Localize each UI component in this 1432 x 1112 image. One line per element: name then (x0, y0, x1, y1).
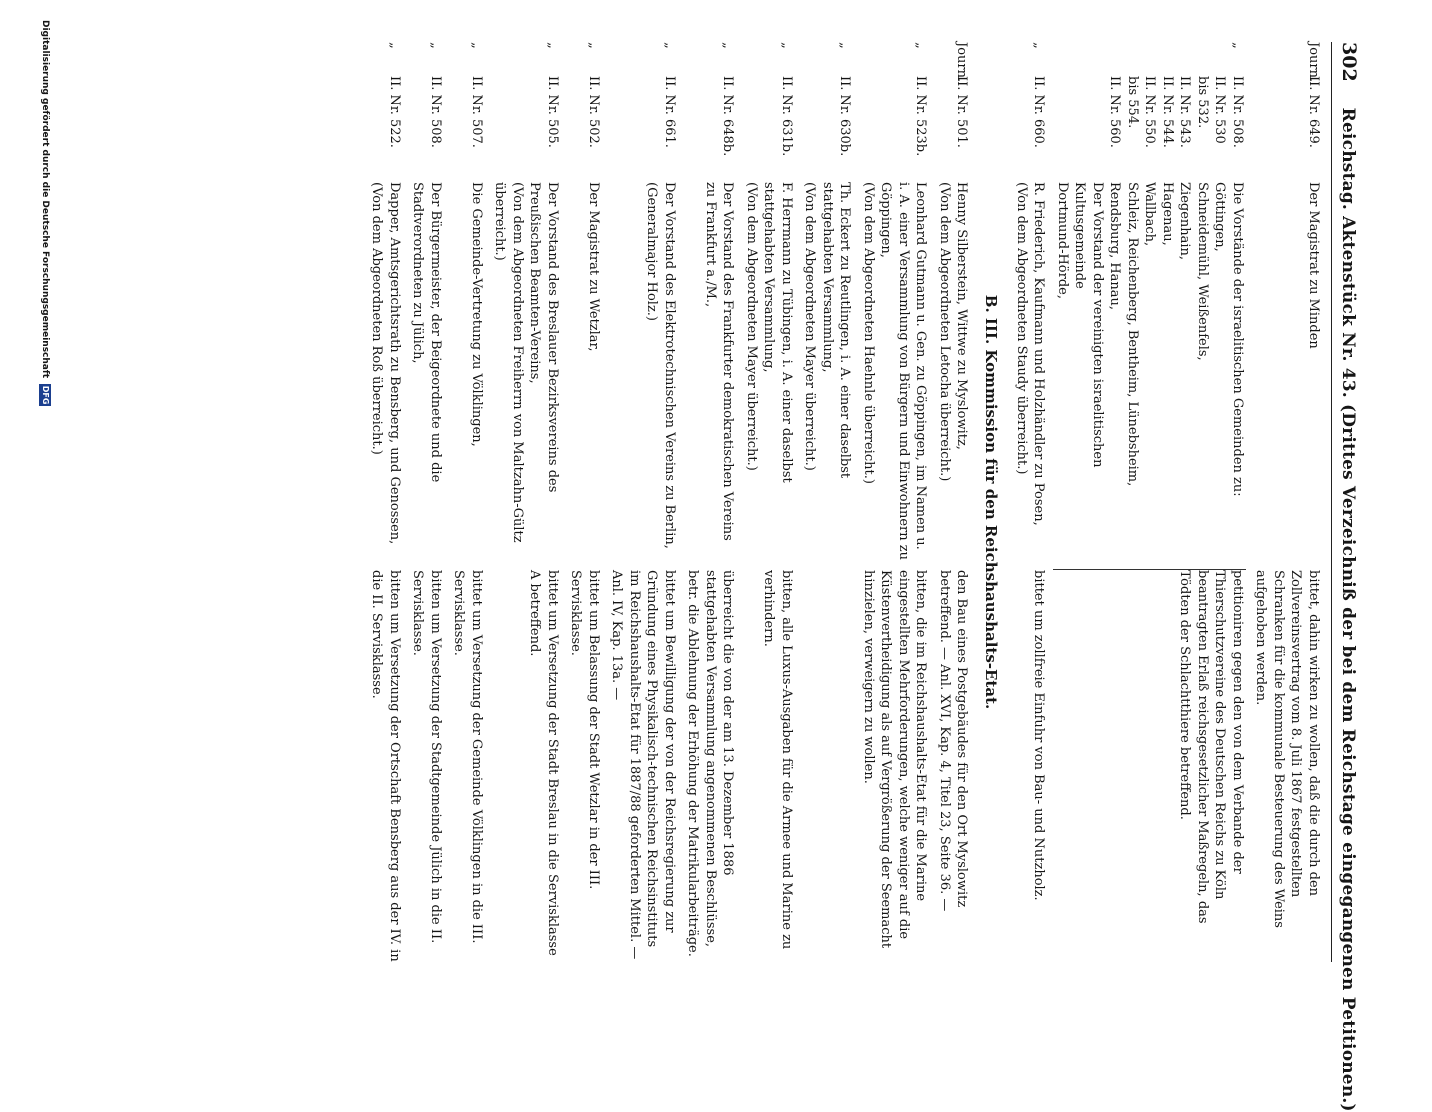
section-heading: B. III. Kommission für den Reichshaushalts-Etat. (982, 294, 1001, 710)
journal-mark: Journ. (1306, 42, 1321, 83)
journal-mark: Journ. (954, 42, 970, 83)
petition-number: II. Nr. 508. II. Nr. 530 bis 532. II. Nr. 543. II. Nr. 544. II. Nr. 550. bis 554. II. Nr. 560. (1107, 76, 1245, 148)
petition-number: II. Nr. 505. (545, 76, 560, 148)
credit-text: Digitalisierung gefördert durch die Deutsche Forschungsgemeinschaft (40, 20, 50, 379)
petition-row (1252, 42, 1322, 962)
petition-subject: den Bau eines Postgebäudes für den Ort Myslowitz betreffend. — Anl. XVI, Kap. 4, Titel 23, Seite 36. — (937, 570, 970, 912)
journal-mark: „ (1230, 42, 1245, 49)
petitioner: Dapper, Amtsgerichtsrath zu Bensberg, und Genossen, (Von dem Abgeordneten Roß überreicht.) (369, 182, 402, 545)
page-header (1331, 42, 1360, 1112)
petition-group-b (368, 42, 971, 962)
petition-row (1013, 42, 1048, 962)
petition-row (801, 42, 854, 962)
petition-list (362, 42, 1322, 962)
petition-subject: bittet um Versetzung der Stadt Breslau in die Servisklasse A betreffend. (527, 570, 560, 956)
petition-row (684, 42, 737, 962)
petitioner: Die Gemeinde-Vertretung zu Völklingen, (469, 182, 484, 447)
petitioner: Der Vorstand des Elektrotechnischen Vereins zu Berlin, (Generalmajor Holz.) (644, 182, 677, 549)
petitioner: Der Magistrat zu Minden (1306, 182, 1321, 349)
petition-subject: petitioniren gegen den von dem Verbande der Thierschutzvereine des Deutschen Reichs zu Köln beantragten Erlaß reichsgesetzlicher Maßregeln, das Tödten der Schlachtthiere betreffend. (1177, 570, 1245, 924)
petition-subject: bitten, die im Reichshaushalts-Etat für die Marine eingestellten Mehrforderungen, welche weniger auf die Küstenvertheidigung als auf Vergrößerung der Seemacht hinzielen, verweigern zu wollen. (861, 570, 929, 949)
petition-subject: bitten, alle Luxus-Ausgaben für die Armee und Marine zu verhindern. (761, 570, 794, 950)
journal-mark: „ (387, 42, 402, 49)
petitioner: Der Bürgermeister, der Beigeordnete und die Stadtverordneten zu Jülich, (410, 182, 443, 483)
petitioner: Der Magistrat zu Wetzlar, (586, 182, 601, 352)
petition-number: II. Nr. 648b. (720, 76, 736, 157)
petition-subject: bitten um Versetzung der Ortschaft Bensberg aus der IV. in die II. Servisklasse. (369, 570, 402, 962)
petition-group-a (1013, 42, 1323, 962)
petition-number: II. Nr. 661. (662, 76, 677, 148)
petition-number: II. Nr. 522. (387, 76, 402, 148)
petition-subject: bitten um Versetzung der Stadtgemeinde Jülich in die II. Servisklasse. (410, 570, 443, 944)
journal-mark: „ (428, 42, 443, 49)
petition-number: II. Nr. 630b. (837, 76, 853, 157)
journal-mark: „ (545, 42, 560, 49)
petition-number: II. Nr. 508. (428, 76, 443, 148)
petition-row (567, 42, 602, 962)
petition-row (608, 42, 678, 962)
journal-mark: „ (662, 42, 677, 49)
petitioner: R. Friederich, Kaufmann und Holzhändler zu Posen, (Von dem Abgeordneten Staudy überreicht.) (1014, 182, 1047, 526)
page-title: Reichstag. Aktenstück Nr. 43. (Drittes Verzeichniß der bei dem Reichstage eingegangenen Petitionen.) (1338, 107, 1358, 1112)
journal-mark: „ (720, 42, 736, 49)
journal-mark: „ (469, 42, 484, 49)
journal-mark: „ (913, 42, 929, 49)
petitioner: F. Herrmann zu Tübingen, i. A. einer daselbst stattgehabten Versammlung, (Von dem Abgeordneten Mayer überreicht.) (744, 182, 794, 483)
petitioner: Die Vorstände der israelitischen Gemeinden zu: Göttingen, Schneidemühl, Weißenfels, Ziegenhain, Hagenau, Wallbach, Schleiz, Reichenberg, Bentheim, Lünebsheim, Rendsburg, Hanau, Der Vorstand der vereinigten israelitischen Kultusgemeinde Dortmund-Hörde, (1054, 182, 1247, 570)
petitioner: Der Vorstand des Frankfurter demokratischen Vereins zu Frankfurt a./M., (703, 182, 736, 541)
petition-row (409, 42, 444, 962)
petition-row (743, 42, 796, 962)
petition-number: II. Nr. 631b. (779, 76, 794, 157)
document-page (36, 14, 1396, 1112)
digitization-credit (39, 20, 51, 406)
petitioner: Th. Eckert zu Reutlingen, i. A. einer daselbst stattgehabten Versammlung, (Von dem Abgeordneten Mayer überreicht.) (802, 182, 853, 479)
petition-subject: bittet um zollfreie Einfuhr von Bau- und Nutzholz. (1031, 570, 1047, 901)
petition-number: II. Nr. 523b. (913, 76, 929, 157)
petition-subject: bittet, dahin wirken zu wollen, daß die durch den Zollvereinsvertrag vom 8. Juli 1867 festgestellten Schranken für die kommunale Besteuerung des Weins aufgehoben werden. (1253, 570, 1321, 928)
petition-row (860, 42, 930, 962)
petition-row (936, 42, 971, 962)
petition-subject (801, 570, 854, 962)
petition-row (450, 42, 485, 962)
page-number: 302 (1338, 42, 1360, 82)
petition-number: II. Nr. 660. (1031, 76, 1047, 148)
petition-row (368, 42, 403, 962)
journal-mark: „ (779, 42, 794, 49)
petition-row (491, 42, 561, 962)
petition-row (1054, 42, 1247, 962)
petition-subject: bittet um Bewilligung der von der Reichsregierung zur Gründung eines Physikalisch-technischen Reichsinstituts im Reichshaushalts-Etat für 1887/88 geforderten Mittel. — Anl. IV, Kap. 13a. — (609, 570, 677, 960)
petition-number: II. Nr. 501. (954, 76, 970, 148)
petition-number: II. Nr. 502. (586, 76, 601, 148)
journal-mark: „ (837, 42, 853, 49)
petitioner: Henny Silberstein, Wittwe zu Myslowitz, (Von dem Abgeordneten Letocha überreicht.) (937, 182, 970, 482)
dfg-logo: DFG (41, 385, 50, 405)
journal-mark: „ (1031, 42, 1047, 49)
petition-number: II. Nr. 649. (1306, 76, 1321, 148)
journal-mark: „ (586, 42, 601, 49)
petitioner: Leonhard Gutmann u. Gen. zu Göppingen, im Namen u. i. A. einer Versammlung von Bürgern und Einwohnern zu Göppingen, (Von dem Abgeordneten Haehnle überreicht.) (861, 182, 929, 560)
petition-subject: bittet um Belassung der Stadt Wetzlar in der III. Servisklasse. (568, 570, 601, 890)
petitioner: Der Vorstand des Breslauer Bezirksvereins des Preußischen Beamten-Vereins, (Von dem Abgeordneten Freiherrn von Maltzahn-Gültz überreicht.) (492, 182, 560, 543)
petition-subject: überreicht die von der am 13. Dezember 1886 stattgehabten Versammlung angenommenen Beschlüsse, betr. die Ablehnung der Erhöhung der Matrikularbeiträge. (685, 570, 736, 957)
petition-subject: bittet um Versetzung der Gemeinde Völklingen in die III. Servisklasse. (451, 570, 484, 944)
petition-number: II. Nr. 507. (469, 76, 484, 148)
